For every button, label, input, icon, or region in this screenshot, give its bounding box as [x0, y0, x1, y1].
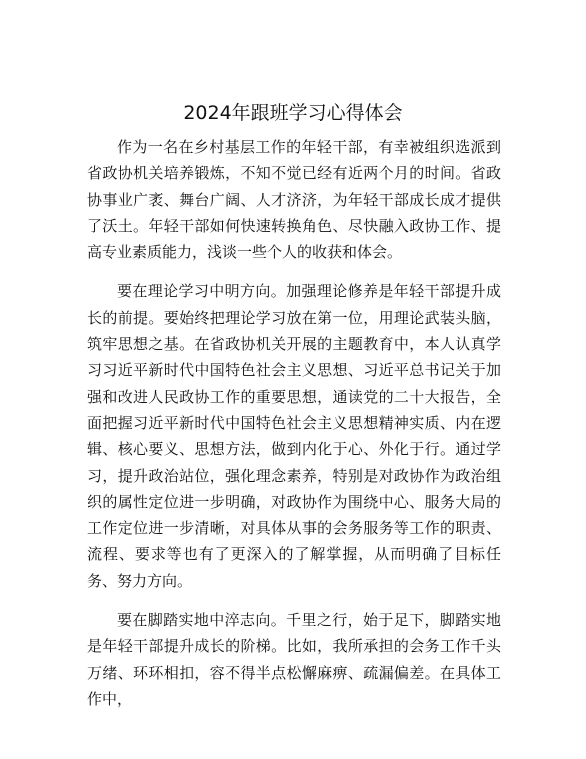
paragraph-theory-study: 要在理论学习中明方向。加强理论修养是年轻干部提升成长的前提。要始终把理论学习放在第一位，用理论武装头脑，筑牢思想之基。在省政协机关开展的主题教育中，本人认真学习习近平新时代中国特色社会主义思想、习近平总书记关于加强和改进人民政协工作的重要思想，通读党的二十大报告，全面把握习近平新时代中国特色社会主义思想精神实质、内在逻辑、核心要义、思想方法，做到内化于心、外化于行。通过学习，提升政治站位，强化理念素养，特别是对政协作为政治组织的属性定位进一步明确，对政协作为围绕中心、服务大局的工作定位进一步清晰，对具体从事的会务服务等工作的职责、流程、要求等也有了更深入的了解掌握，从而明确了目标任务、努力方向。	[87, 282, 501, 590]
document-body	[87, 134, 501, 725]
paragraph-intro: 作为一名在乡村基层工作的年轻干部，有幸被组织选派到省政协机关培养锻炼，不知不觉已经有近两个月的时间。省政协事业广袤、舞台广阔、人才济济，为年轻干部成长成才提供了沃土。年轻干部如何快速转换角色、尽快融入政协工作、提高专业素质能力，浅谈一些个人的收获和体会。	[87, 138, 501, 262]
paragraph-practice: 要在脚踏实地中淬志向。千里之行，始于足下，脚踏实地是年轻干部提升成长的阶梯。比如，我所承担的会务工作千头万绪、环环相扣，容不得半点松懈麻痹、疏漏偏差。在具体工作中，	[87, 611, 501, 708]
document-title: 2024年跟班学习心得体会	[183, 102, 403, 124]
